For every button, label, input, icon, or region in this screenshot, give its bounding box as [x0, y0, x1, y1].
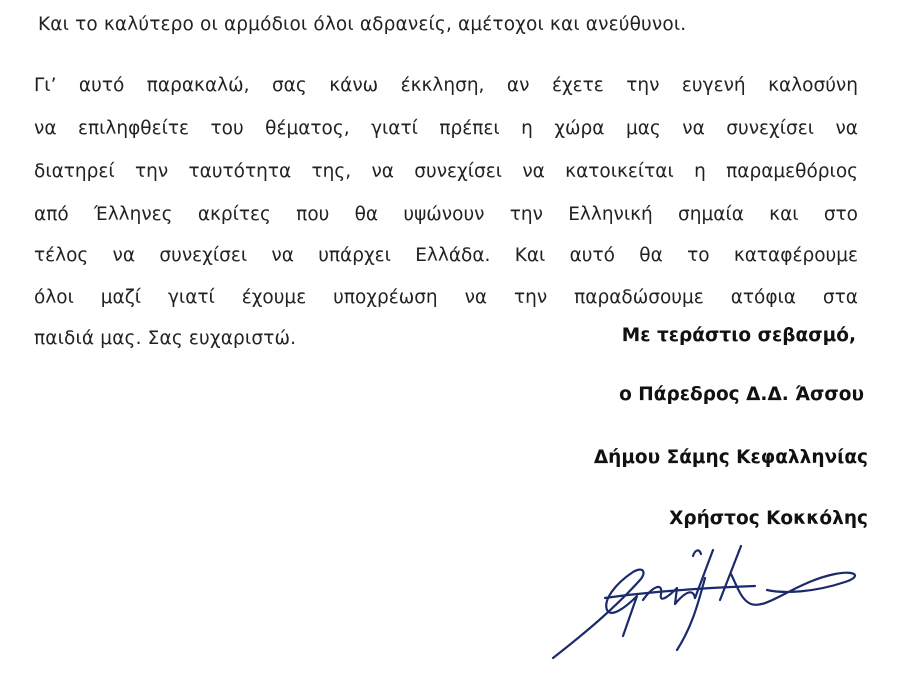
paragraph-line-3: διατηρεί την ταυτότητα της, να συνεχίσει να κατοικείται η παραμεθόριος — [34, 161, 858, 182]
signature-stroke-4 — [677, 550, 713, 650]
paragraph-line-6: όλοι μαζί γιατί έχουμε υποχρέωση να την παραδώσουμε ατόφια στα — [34, 287, 858, 308]
paragraph-last-line: παιδιά μας. Σας ευχαριστώ. — [34, 328, 297, 349]
intro-line: Και το καλύτερο οι αρμόδιοι όλοι αδρανείς, αμέτοχοι και ανεύθυνοι. — [38, 14, 687, 35]
signature-stroke-6 — [693, 550, 701, 556]
closing-salutation: Με τεράστιο σεβασμό, — [621, 325, 856, 346]
paragraph-line-2: να επιληφθείτε του θέματος, γιατί πρέπει η χώρα μας να συνεχίσει να — [34, 118, 858, 139]
signer-title-line-1: ο Πάρεδρος Δ.Δ. Άσσου — [619, 384, 864, 405]
signature-stroke-5 — [720, 546, 855, 605]
paragraph-line-4: από Έλληνες ακρίτες που θα υψώνουν την Ελληνική σημαία και στο — [34, 204, 858, 225]
signer-name: Χρήστος Κοκκόλης — [669, 508, 868, 529]
paragraph-line-1: Γι’ αυτό παρακαλώ, σας κάνω έκκληση, αν έχετε την ευγενή καλοσύνη — [34, 75, 858, 96]
signature-stroke-1 — [553, 570, 644, 658]
signer-title-line-2: Δήμου Σάμης Κεφαλληνίας — [593, 447, 868, 468]
handwritten-signature — [545, 538, 875, 663]
paragraph-line-5: τέλος να συνεχίσει να υπάρχει Ελλάδα. Και αυτό θα το καταφέρουμε — [34, 245, 858, 266]
